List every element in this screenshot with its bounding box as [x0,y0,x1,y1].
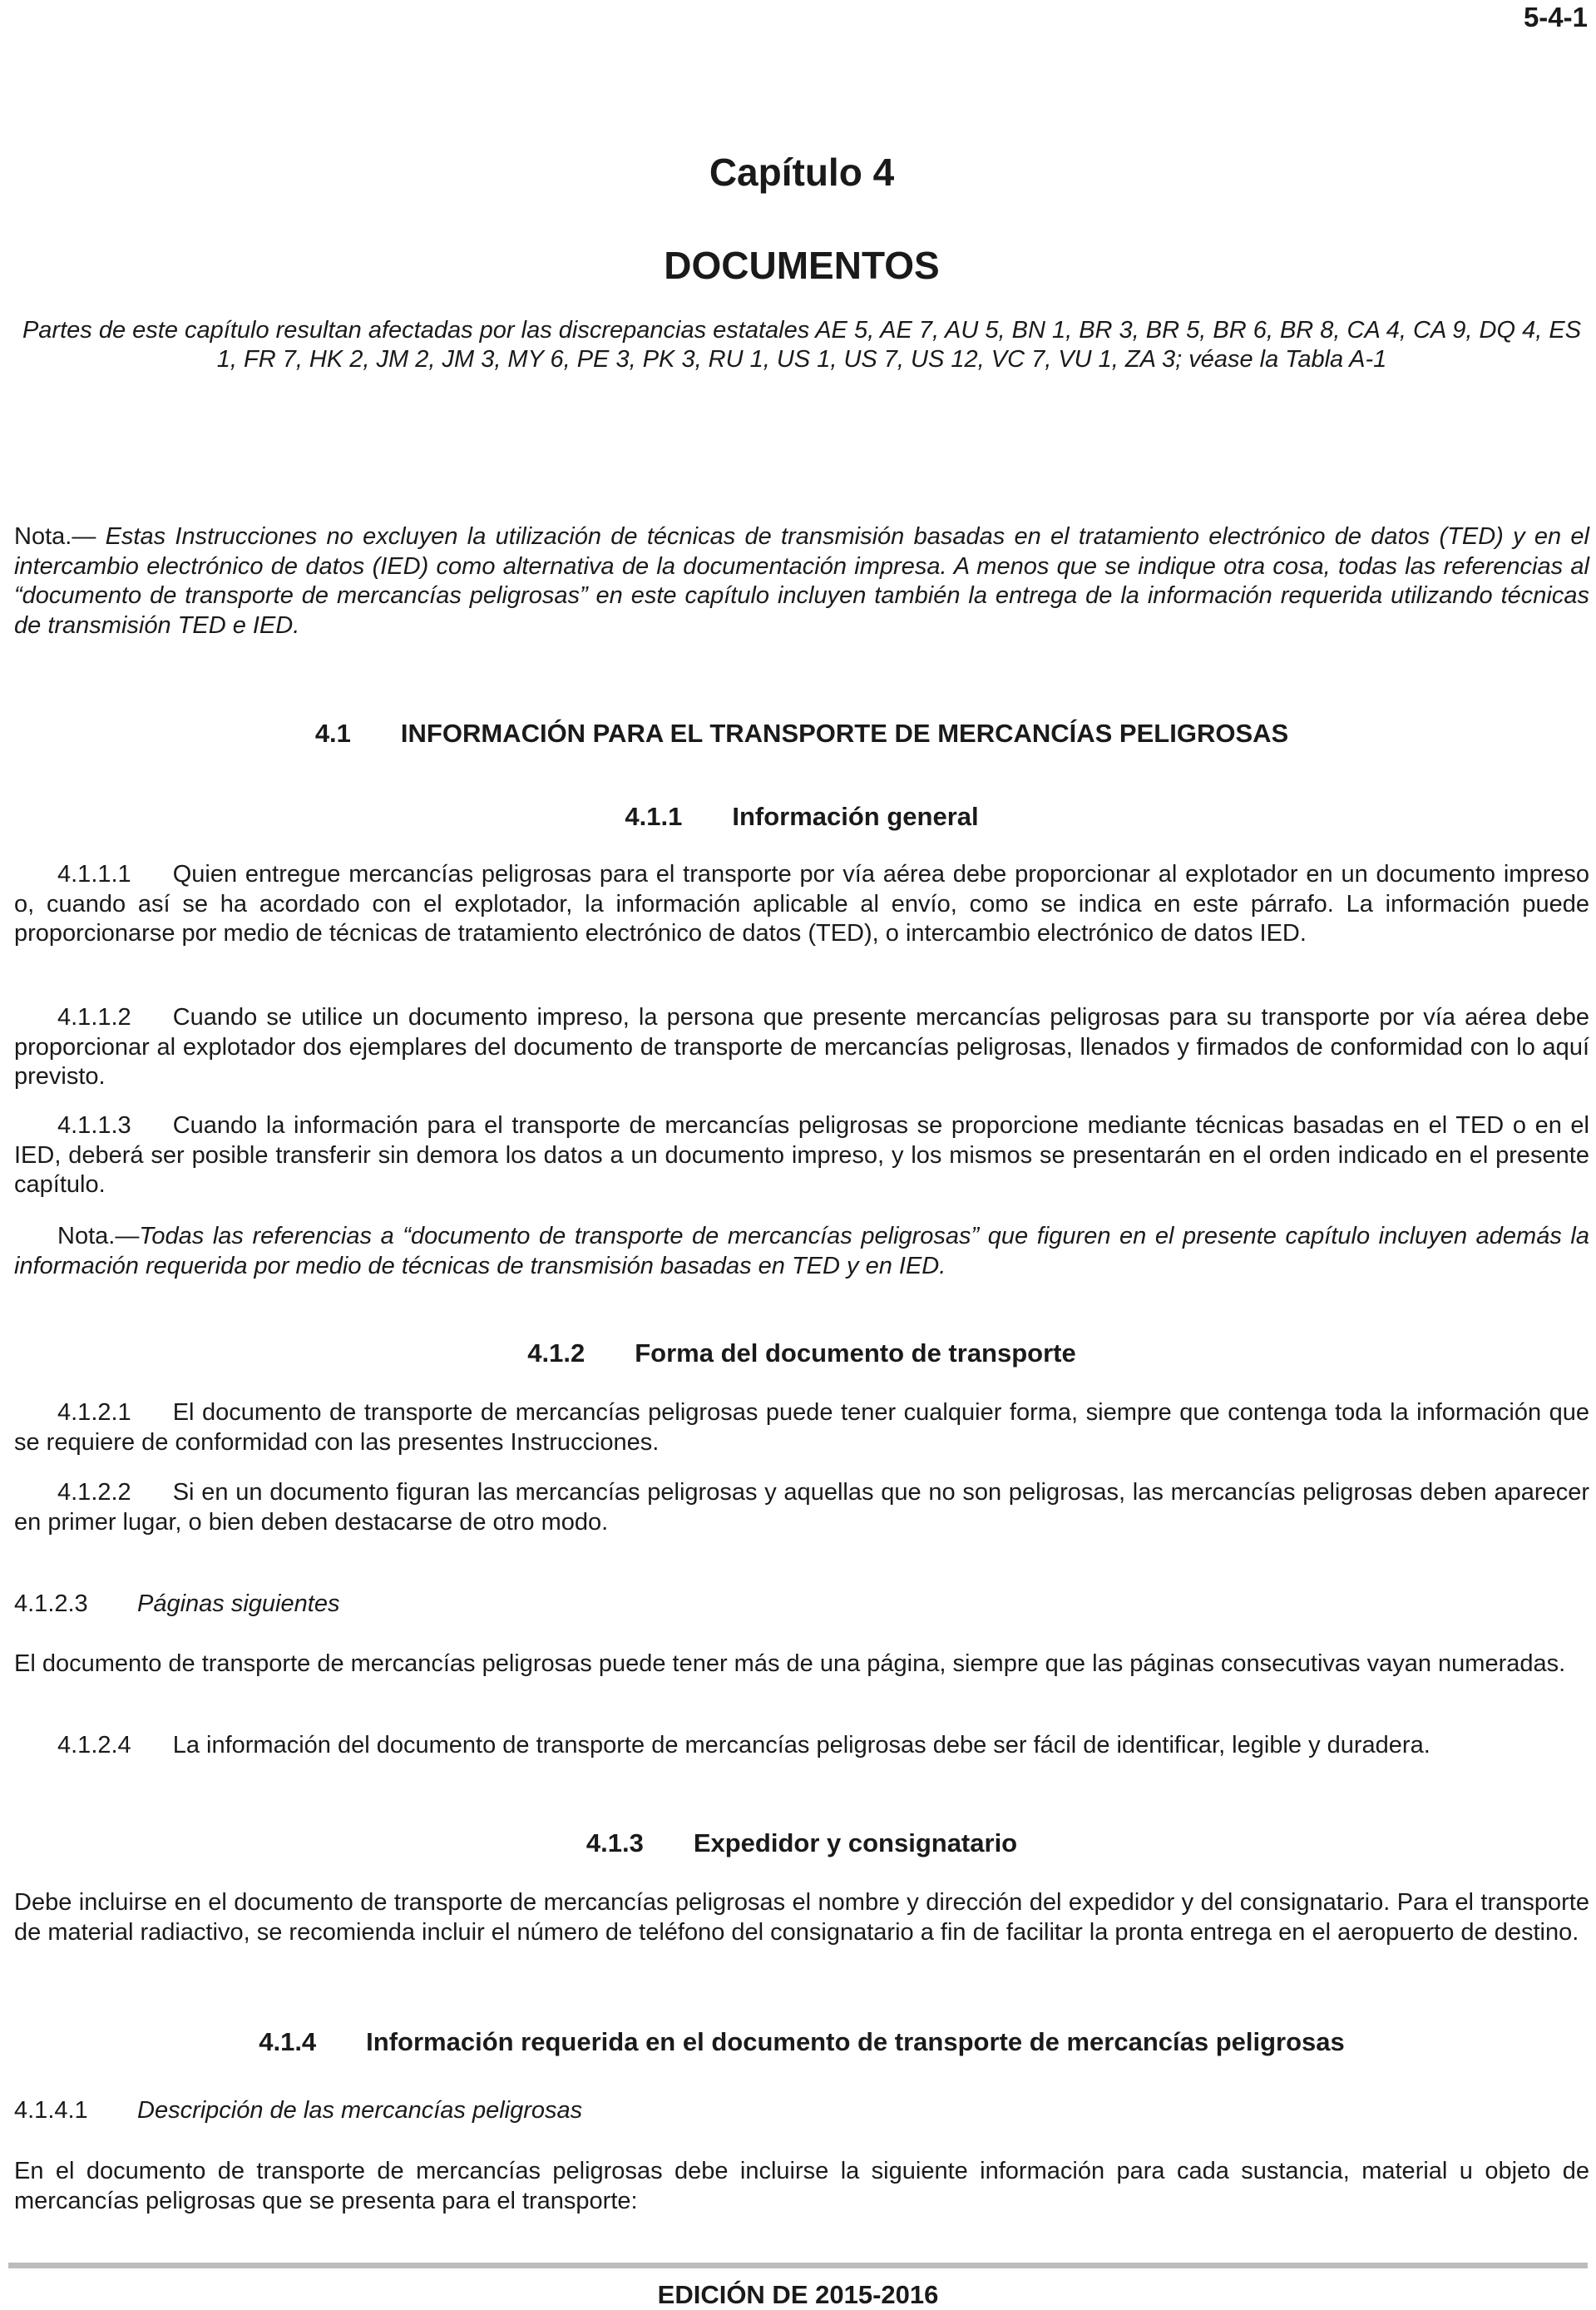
section-4-1-4-heading [14,2027,1589,2057]
section-4-1-heading [14,719,1589,749]
subheading-number: 4.1.4.1 [14,2097,88,2124]
paragraph-4-1-1-2 [14,1003,1589,1092]
section-4-1-3-heading [14,1828,1589,1858]
paragraph-text: Quien entregue mercancías peligrosas para el transporte por vía aérea debe proporcionar al explotador en un documento impreso o, cuando así se ha acordado con el explotador, la información aplicable al envío, como se indica en este párrafo. La información puede proporcionarse por medio de técnicas de tratamiento electrónico de datos (TED), o intercambio electrónico de datos IED. [14,861,1589,947]
paragraph-text: Si en un documento figuran las mercancías peligrosas y aquellas que no son peligrosas, las mercancías peligrosas deben aparecer en primer lugar, o bien deben destacarse de otro modo. [14,1479,1589,1536]
section-4-1-2-heading [14,1338,1589,1368]
paragraph-4-1-2-3-text: El documento de transporte de mercancías peligrosas puede tener más de una página, siempre que las páginas consecutivas vayan numeradas. [14,1650,1566,1677]
footer-divider [8,2263,1588,2268]
paragraph-number: 4.1.1.2 [57,1004,131,1031]
section-number: 4.1.3 [586,1828,644,1857]
note-electronic-data [14,522,1589,641]
section-number: 4.1.2 [527,1338,586,1368]
page-number: 5-4-1 [1523,2,1588,32]
section-number: 4.1 [314,719,351,748]
section-title: Información requerida en el documento de transporte de mercancías peligrosas [366,2027,1345,2056]
paragraph-number: 4.1.2.4 [57,1732,131,1758]
state-discrepancies-note: Partes de este capítulo resultan afectadas por las discrepancias estatales AE 5, AE 7, AU 5, BN 1, BR 3, BR 5, BR 6, BR 8, CA 4, CA 9, DQ 4, ES 1, FR 7, HK 2, JM 2, JM 3, MY 6, PE 3, PK 3, RU 1, US 1, US 7, US 12, VC 7, VU 1, ZA 3; véase la Tabla A-1 [22,317,1582,373]
subheading-4-1-4-1 [14,2097,1589,2125]
section-title: Forma del documento de transporte [635,1338,1076,1368]
paragraph-number: 4.1.2.2 [57,1479,131,1506]
document-title: DOCUMENTOS [664,244,940,287]
section-title: Información general [732,802,979,831]
section-number: 4.1.1 [625,802,683,831]
section-title: Expedidor y consignatario [693,1828,1018,1857]
paragraph-number: 4.1.2.1 [57,1399,131,1426]
paragraph-4-1-4-1-text: En el documento de transporte de mercancías peligrosas debe incluirse la siguiente información para cada sustancia, material u objeto de mercancías peligrosas que se presenta para el transporte: [14,2158,1589,2214]
paragraph-text: El documento de transporte de mercancías peligrosas puede tener cualquier forma, siempre que contenga toda la información que se requiere de conformidad con las presentes Instrucciones. [14,1399,1589,1456]
paragraph-number: 4.1.1.3 [57,1112,131,1139]
note-prefix: Nota.— [57,1223,140,1249]
section-number: 4.1.4 [259,2027,317,2056]
section-4-1-1-heading [14,802,1589,832]
subheading-title: Descripción de las mercancías peligrosas [137,2097,583,2124]
paragraph-4-1-2-1 [14,1398,1589,1457]
note-text: Todas las referencias a “documento de transporte de mercancías peligrosas” que figuren en el presente capítulo incluyen además la información requerida por medio de técnicas de transmisión basadas en TED y en IED. [14,1223,1589,1279]
subheading-title: Páginas siguientes [137,1590,340,1617]
chapter-heading: Capítulo 4 [709,151,895,194]
note-electronic-references [14,1222,1589,1281]
note-text: Estas Instrucciones no excluyen la utilización de técnicas de transmisión basadas en el tratamiento electrónico de datos (TED) y en el intercambio electrónico de datos (IED) como alternativa de la documentación impresa. A menos que se indique otra cosa, todas las referencias al “documento de transporte de mercancías peligrosas” en este capítulo incluyen también la entrega de la información requerida utilizando técnicas de transmisión TED e IED. [14,523,1589,639]
paragraph-text: Cuando la información para el transporte de mercancías peligrosas se proporcione mediante técnicas basadas en el TED o en el IED, deberá ser posible transferir sin demora los datos a un documento impreso, y los mismos se presentarán en el orden indicado en el presente capítulo. [14,1112,1589,1198]
paragraph-text: La información del documento de transporte de mercancías peligrosas debe ser fácil de identificar, legible y duradera. [172,1732,1430,1758]
subheading-4-1-2-3 [14,1590,1589,1618]
section-title: INFORMACIÓN PARA EL TRANSPORTE DE MERCANCÍAS PELIGROSAS [400,719,1289,748]
paragraph-number: 4.1.1.1 [57,861,131,888]
paragraph-4-1-3-text: Debe incluirse en el documento de transporte de mercancías peligrosas el nombre y dirección del expedidor y del consignatario. Para el transporte de material radiactivo, se recomienda incluir el número de teléfono del consignatario a fin de facilitar la pronta entrega en el aeropuerto de destino. [14,1889,1589,1946]
subheading-number: 4.1.2.3 [14,1590,88,1617]
paragraph-4-1-2-4 [14,1731,1589,1761]
paragraph-4-1-1-3 [14,1111,1589,1200]
note-prefix: Nota.— [14,523,106,550]
paragraph-4-1-1-1 [14,860,1589,949]
edition-footer: EDICIÓN DE 2015-2016 [657,2280,939,2309]
paragraph-text: Cuando se utilice un documento impreso, la persona que presente mercancías peligrosas para su transporte por vía aérea debe proporcionar al explotador dos ejemplares del documento de transporte de mercancías peligrosas, llenados y firmados de conformidad con lo aquí previsto. [14,1004,1589,1090]
paragraph-4-1-2-2 [14,1478,1589,1537]
